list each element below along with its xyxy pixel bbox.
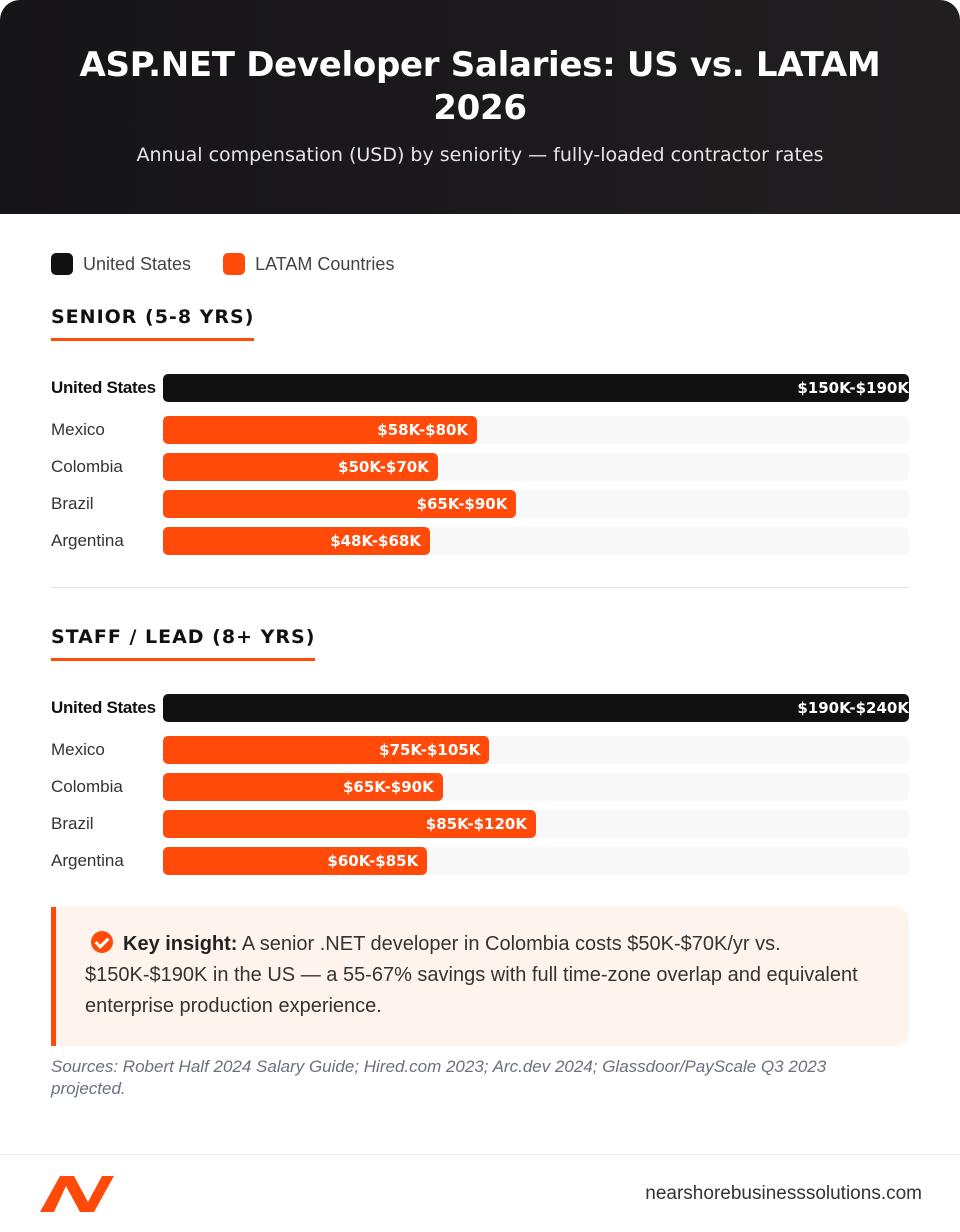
bar-row-argentina <box>51 847 909 875</box>
bar-mexico <box>163 416 477 444</box>
legend <box>51 252 426 276</box>
bar-value-label: $48K-$68K <box>330 532 421 550</box>
bar-value-label: $65K-$90K <box>342 778 434 796</box>
bar-row-brazil <box>51 810 909 838</box>
bar-colombia <box>163 453 438 481</box>
bar-value-label: $190K-$240K <box>797 699 909 717</box>
category-label: Brazil <box>51 494 94 513</box>
category-label: Colombia <box>51 457 123 476</box>
bar-brazil <box>163 490 516 518</box>
bar-value-label: $150K-$190K <box>797 379 909 397</box>
legend-item-us <box>51 253 191 275</box>
legend-label-us: United States <box>83 253 192 274</box>
category-label: Argentina <box>51 851 124 870</box>
bar-track <box>163 527 909 555</box>
section-divider <box>51 587 909 588</box>
bar-row-colombia <box>51 773 909 801</box>
nearshore-logo-icon <box>38 1174 116 1214</box>
footer <box>0 1154 960 1232</box>
bar-row-united-states <box>51 374 909 402</box>
category-label: United States <box>51 378 156 397</box>
bar-row-mexico <box>51 416 909 444</box>
bar-value-label: $85K-$120K <box>425 815 527 833</box>
bar-united-states <box>163 374 909 402</box>
page-title: ASP.NET Developer Salaries: US vs. LATAM 2026 <box>79 45 881 128</box>
bar-united-states <box>163 694 909 722</box>
bar-row-colombia <box>51 453 909 481</box>
bar-track <box>163 847 909 875</box>
legend-label-latam: LATAM Countries <box>255 253 395 274</box>
bar-track <box>163 374 909 402</box>
insight-body: A senior .NET developer in Colombia costs $50K-$70K/yr vs. $150K-$190K in the US — a 55-67% savings with full time-zone overlap and equivalent enterprise production experience. <box>85 933 858 1017</box>
bar-value-label: $60K-$85K <box>327 852 419 870</box>
bar-colombia <box>163 773 443 801</box>
bar-track <box>163 453 909 481</box>
bar-track <box>163 416 909 444</box>
bar-value-label: $75K-$105K <box>379 741 481 759</box>
key-insight-callout <box>51 907 909 1046</box>
page-subtitle: Annual compensation (USD) by seniority — fully-loaded contractor rates <box>136 144 824 166</box>
category-label: Brazil <box>51 814 94 833</box>
section-title-staff-lead: STAFF / LEAD (8+ YRS) <box>51 626 315 661</box>
category-label: Mexico <box>51 420 105 439</box>
bar-argentina <box>163 527 430 555</box>
legend-swatch-latam <box>223 253 245 275</box>
category-label: Argentina <box>51 531 124 550</box>
category-label: Mexico <box>51 740 105 759</box>
bar-row-brazil <box>51 490 909 518</box>
bar-brazil <box>163 810 536 838</box>
check-circle-icon <box>91 931 113 953</box>
header <box>0 0 960 214</box>
legend-swatch-us <box>51 253 73 275</box>
bar-value-label: $65K-$90K <box>416 495 508 513</box>
bar-value-label: $50K-$70K <box>338 458 429 476</box>
legend-item-latam <box>223 253 394 275</box>
category-label: United States <box>51 698 156 717</box>
insight-text <box>85 929 885 1022</box>
bar-track <box>163 736 909 764</box>
bar-argentina <box>163 847 427 875</box>
bar-mexico <box>163 736 489 764</box>
bar-track <box>163 810 909 838</box>
bar-track <box>163 490 909 518</box>
bar-value-label: $58K-$80K <box>377 421 469 439</box>
bar-row-mexico <box>51 736 909 764</box>
bar-track <box>163 694 909 722</box>
insight-label: Key insight: <box>123 933 238 955</box>
footer-site-link[interactable]: nearshorebusinesssolutions.com <box>645 1183 922 1204</box>
section-title-senior: SENIOR (5-8 YRS) <box>51 306 254 341</box>
sources-note: Sources: Robert Half 2024 Salary Guide; Hired.com 2023; Arc.dev 2024; Glassdoor/PayScale Q3 2023 projected. <box>51 1057 827 1098</box>
bar-row-argentina <box>51 527 909 555</box>
bar-track <box>163 773 909 801</box>
bar-row-united-states <box>51 694 909 722</box>
category-label: Colombia <box>51 777 123 796</box>
